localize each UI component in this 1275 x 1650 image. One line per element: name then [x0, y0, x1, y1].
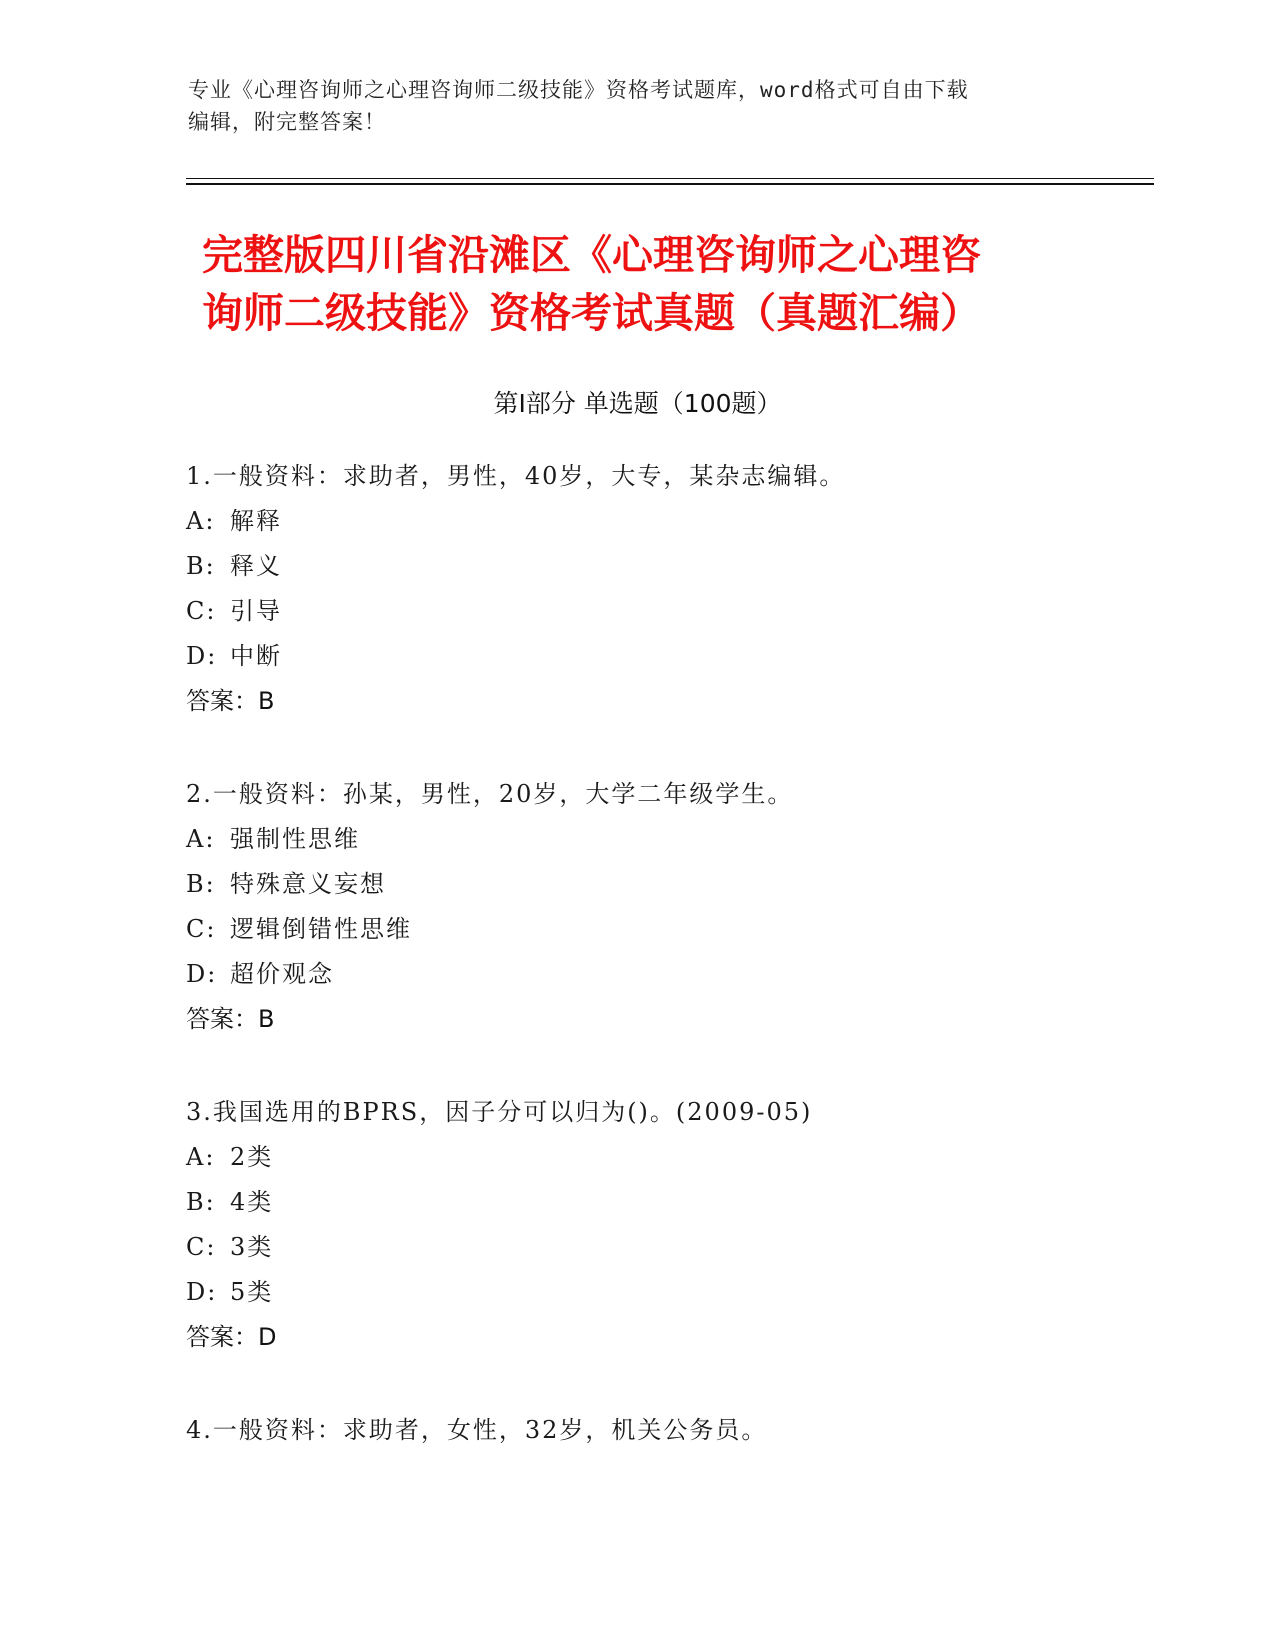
- option-b: [186, 862, 1086, 907]
- option-letter: B:: [186, 552, 216, 580]
- question-stem: 1.一般资料：求助者，男性，40岁，大专，某杂志编辑。: [186, 462, 846, 490]
- option-text: 4类: [230, 1188, 274, 1216]
- option-c: [186, 1225, 1086, 1270]
- option-c: [186, 907, 1086, 952]
- option-text: 2类: [230, 1143, 274, 1171]
- question-stem: 2.一般资料：孙某，男性，20岁，大学二年级学生。: [186, 780, 794, 808]
- question-2: [186, 772, 1086, 1042]
- answer-line: 答案：D: [186, 1323, 277, 1351]
- option-d: [186, 634, 1086, 679]
- answer-line: 答案：B: [186, 687, 275, 715]
- header-note-line-2: 编辑，附完整答案！: [188, 110, 386, 134]
- document-title: [202, 226, 1102, 342]
- option-letter: C:: [186, 1233, 217, 1261]
- question-3: [186, 1090, 1086, 1360]
- question-stem: 4.一般资料：求助者，女性，32岁，机关公务员。: [186, 1416, 768, 1444]
- option-letter: C:: [186, 597, 217, 625]
- option-letter: D:: [186, 960, 218, 988]
- option-d: [186, 1270, 1086, 1315]
- option-b: [186, 1180, 1086, 1225]
- option-text: 中断: [230, 642, 282, 670]
- question-stem: 3.我国选用的BPRS，因子分可以归为()。(2009-05): [186, 1098, 813, 1126]
- option-letter: A:: [186, 825, 216, 853]
- option-d: [186, 952, 1086, 997]
- header-rule-thin: [186, 178, 1154, 179]
- option-letter: A:: [186, 507, 216, 535]
- header-rule-thick: [186, 183, 1154, 185]
- option-a: [186, 1135, 1086, 1180]
- option-text: 引导: [230, 597, 282, 625]
- option-letter: D:: [186, 1278, 218, 1306]
- option-text: 5类: [230, 1278, 274, 1306]
- option-letter: B:: [186, 870, 216, 898]
- option-letter: C:: [186, 915, 217, 943]
- header-note-line-1: 专业《心理咨询师之心理咨询师二级技能》资格考试题库，word格式可自由下载: [188, 78, 969, 102]
- option-c: [186, 589, 1086, 634]
- option-text: 释义: [230, 552, 282, 580]
- section-title: 第Ⅰ部分 单选题（100题）: [493, 389, 782, 418]
- question-1: [186, 454, 1086, 724]
- option-a: [186, 817, 1086, 862]
- option-a: [186, 499, 1086, 544]
- document-title-line-2: 询师二级技能》资格考试真题（真题汇编）: [202, 289, 981, 337]
- option-b: [186, 544, 1086, 589]
- option-letter: B:: [186, 1188, 216, 1216]
- option-text: 3类: [230, 1233, 274, 1261]
- question-4: [186, 1408, 1086, 1453]
- option-text: 特殊意义妄想: [230, 870, 386, 898]
- option-text: 超价观念: [230, 960, 334, 988]
- option-letter: A:: [186, 1143, 216, 1171]
- document-title-line-1: 完整版四川省沿滩区《心理咨询师之心理咨: [202, 231, 981, 279]
- answer-line: 答案：B: [186, 1005, 275, 1033]
- option-text: 逻辑倒错性思维: [230, 915, 412, 943]
- option-letter: D:: [186, 642, 218, 670]
- option-text: 解释: [230, 507, 282, 535]
- header-note: [188, 74, 1068, 138]
- option-text: 强制性思维: [230, 825, 360, 853]
